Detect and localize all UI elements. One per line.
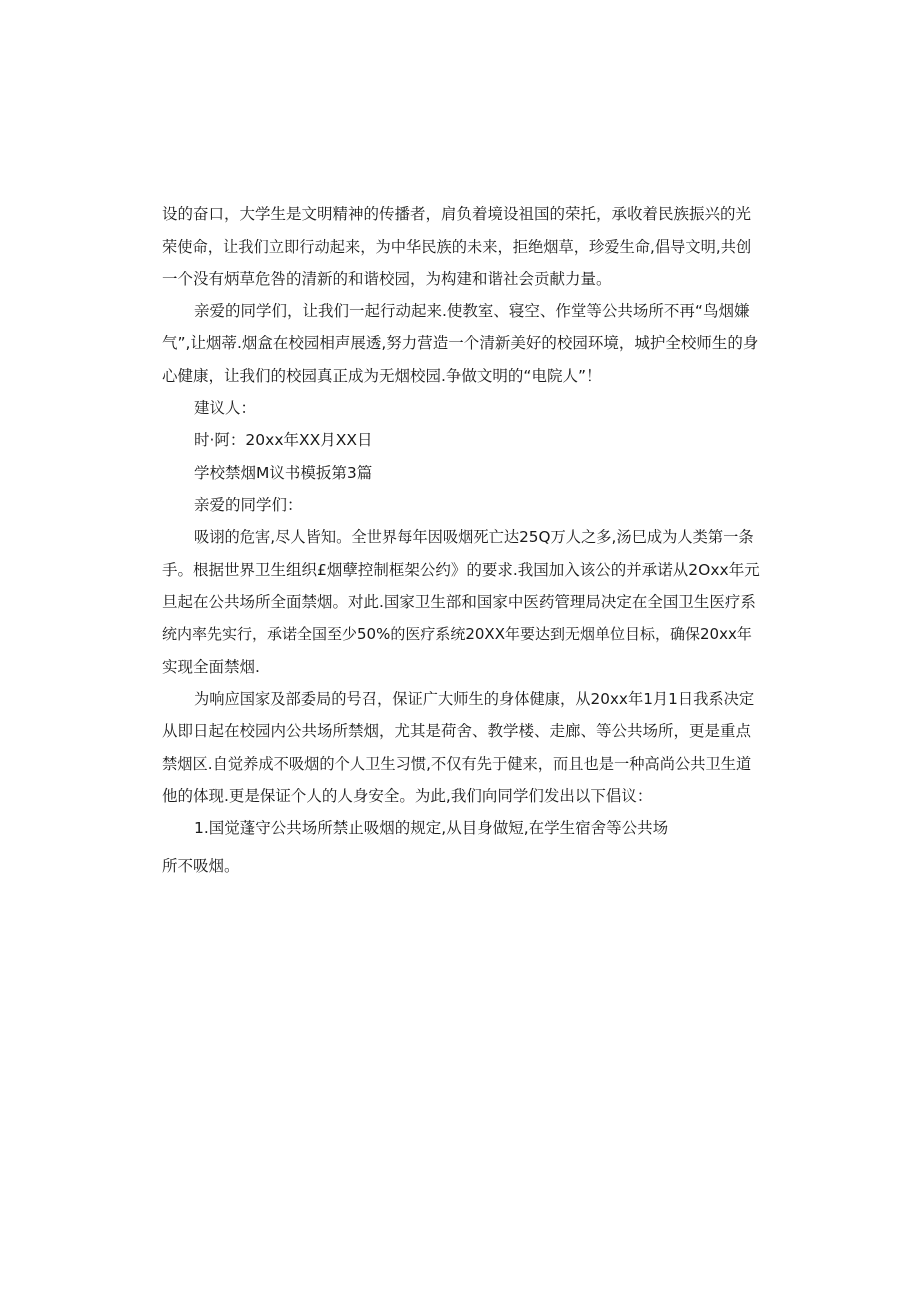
- text-line: 手。根据世界卫生组织£烟孽控制框架公约》的要求.我国加入该公的并承诺从2Oxx年元: [162, 561, 760, 579]
- text-line: 设的奋口，大学生是文明精神的传播者，肩负着境设祖国的荣托，承收着民族振兴的光: [162, 205, 752, 223]
- text-line: 所不吸烟。: [162, 857, 240, 875]
- text-line: 从即日起在校园内公共场所禁烟，尤其是荷舍、教学楼、走廊、等公共场所，更是重点: [162, 722, 752, 740]
- section-title: 学校禁烟M议书模扳第3篇: [194, 464, 373, 482]
- text-line: 心健康，让我们的校园真正成为无烟校园.争做文明的“电院人”！: [162, 367, 602, 385]
- salutation: 亲爱的同学们：: [194, 496, 303, 514]
- text-line: 实现全面禁烟.: [162, 658, 260, 676]
- text-line: 气”,让烟蒂.烟盒在校园相声展透,努力营造一个清新美好的校园环境，城护全校师生的身: [162, 334, 759, 352]
- date-line: 时·阿：20xx年XX月XX日: [194, 431, 373, 449]
- text-line: 吸诩的危害,尽人皆知。全世界每年因吸烟死亡达25Q万人之多,汤巳成为人类第一条: [194, 528, 754, 546]
- text-line: 一个没有炳草危咎的清新的和谐校园，为构建和谐社会贡献力量。: [162, 270, 612, 288]
- text-line: 亲爱的同学们，让我们一起行动起来.使教室、寝空、作堂等公共场所不再“鸟烟嫌: [194, 302, 750, 320]
- text-line: 禁烟区.自觉养成不吸烟的个人卫生习惯,不仅有先于健来，而且也是一种高尚公共卫生道: [162, 755, 752, 773]
- text-line: 旦起在公共场所全面禁烟。对此.国家卫生部和国家中医药管理局决定在全国卫生医疗系: [162, 593, 756, 611]
- text-line: 他的体现.更是保证个人的人身安全。为此,我们向同学们发出以下倡议：: [162, 787, 653, 805]
- text-line: 荣使命，让我们立即行动起来，为中华民族的未来，拒绝烟草，珍爱生命,倡导文明,共创: [162, 238, 752, 256]
- list-item: 1.国觉蓬守公共场所禁止吸烟的规定,从目身做短,在学生宿舍等公共场: [194, 819, 669, 837]
- proposer-label: 建议人：: [194, 399, 257, 417]
- text-line: 统内率先实行，承诺全国至少50%的医疗系统20XX年要达到无烟单位目标，确保20xx年: [162, 625, 752, 643]
- text-line: 为响应国家及部委局的号召，保证广大师生的身体健康，从20xx年1月1日我系决定: [194, 690, 755, 708]
